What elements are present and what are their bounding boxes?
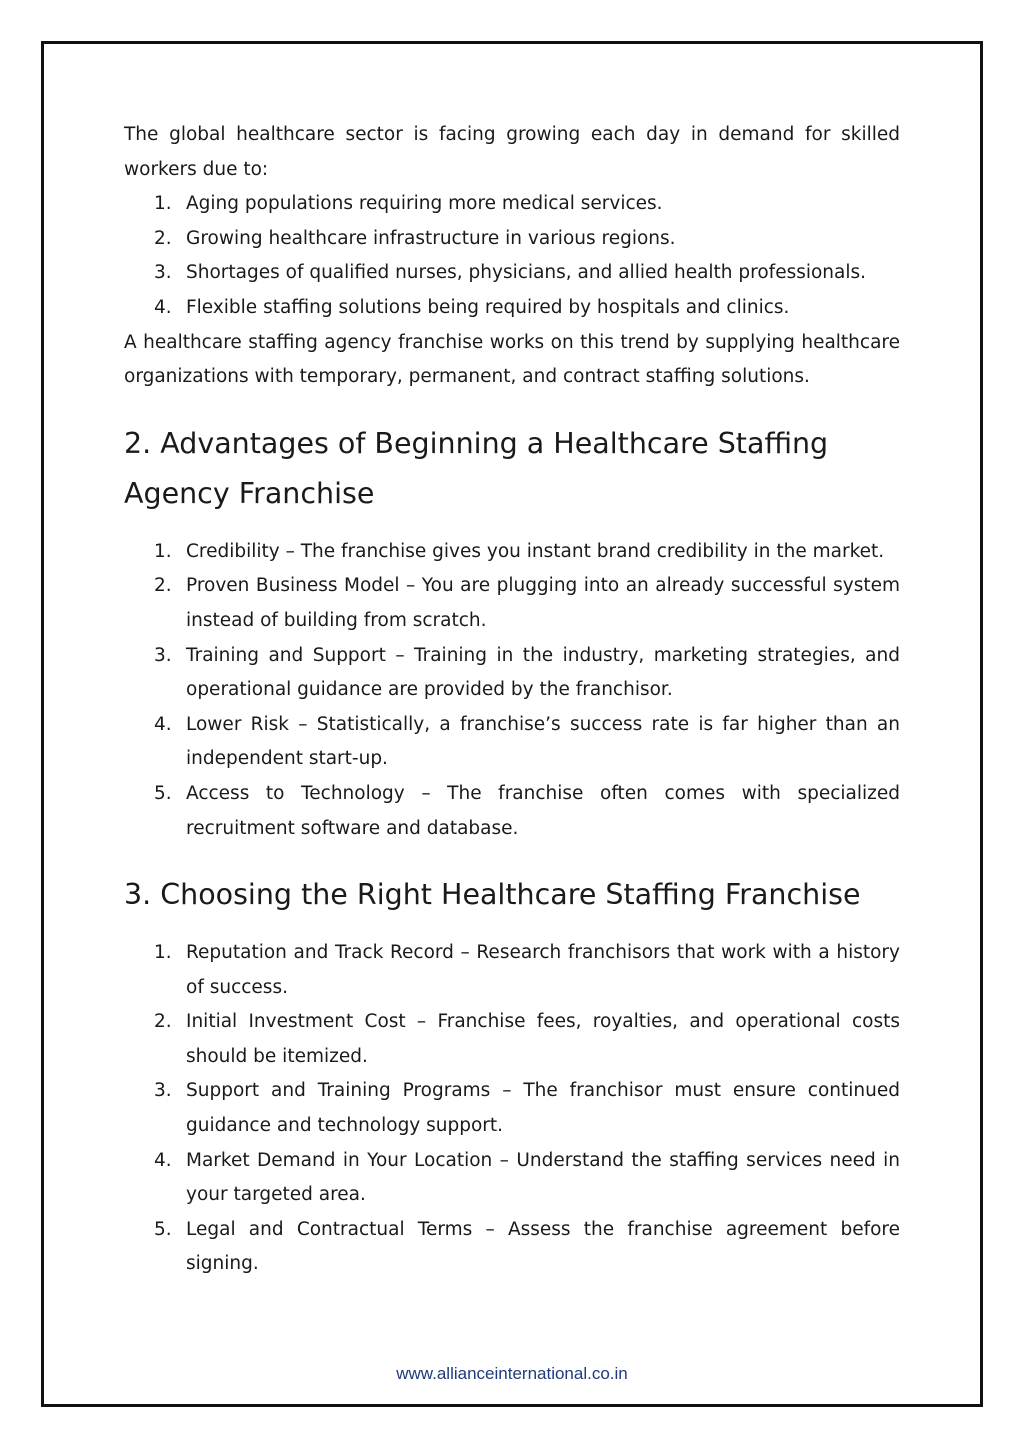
list-text: Legal and Contractual Terms – Assess the franchise agreement before signing.: [186, 1218, 900, 1275]
section-2-heading: 2. Advantages of Beginning a Healthcare Staffing Agency Franchise: [124, 426, 829, 510]
list-number: 3.: [154, 644, 172, 666]
choosing-list: [124, 936, 900, 1282]
list-item: [124, 256, 900, 291]
list-text: Credibility – The franchise gives you instant brand credibility in the market.: [186, 540, 885, 562]
list-number: 5.: [154, 782, 172, 804]
list-item: [124, 535, 900, 570]
list-number: 4.: [154, 713, 172, 735]
list-number: 4.: [154, 296, 172, 318]
list-text: Growing healthcare infrastructure in various regions.: [186, 227, 676, 249]
list-text: Aging populations requiring more medical services.: [186, 193, 663, 215]
list-text: Lower Risk – Statistically, a franchise’s success rate is far higher than an independent start-up.: [186, 713, 900, 770]
list-item: [124, 291, 900, 326]
list-number: 4.: [154, 1149, 172, 1171]
list-text: Flexible staffing solutions being required by hospitals and clinics.: [186, 296, 790, 318]
list-item: [124, 1213, 900, 1282]
list-text: Shortages of qualified nurses, physicians, and allied health professionals.: [186, 262, 867, 284]
list-number: 1.: [154, 193, 172, 215]
list-number: 3.: [154, 1080, 172, 1102]
list-item: [124, 187, 900, 222]
list-item: [124, 1005, 900, 1074]
list-item: [124, 1144, 900, 1213]
intro-paragraph-2: A healthcare staffing agency franchise works on this trend by supplying healthcare organizations with temporary, permanent, and contract staffing solutions.: [124, 331, 900, 388]
intro-list: [124, 187, 900, 325]
list-number: 5.: [154, 1218, 172, 1240]
list-item: [124, 569, 900, 638]
list-item: [124, 777, 900, 846]
list-text: Proven Business Model – You are plugging into an already successful system instead of building from scratch.: [186, 575, 900, 631]
page-content: [124, 118, 900, 1282]
list-text: Reputation and Track Record – Research franchisors that work with a history of success.: [186, 942, 900, 998]
advantages-list: [124, 535, 900, 846]
list-text: Support and Training Programs – The franchisor must ensure continued guidance and technology support.: [186, 1080, 900, 1137]
section-3-heading: 3. Choosing the Right Healthcare Staffing Franchise: [124, 878, 861, 912]
list-text: Initial Investment Cost – Franchise fees, royalties, and operational costs should be itemized.: [186, 1011, 900, 1067]
list-text: Access to Technology – The franchise often comes with specialized recruitment software and database.: [186, 782, 900, 839]
list-item: [124, 936, 900, 1005]
list-number: 1.: [154, 942, 172, 964]
list-item: [124, 222, 900, 257]
list-item: [124, 708, 900, 777]
list-item: [124, 639, 900, 708]
list-text: Training and Support – Training in the industry, marketing strategies, and operational guidance are provided by the franchisor.: [186, 644, 900, 701]
list-number: 2.: [154, 1011, 172, 1033]
list-item: [124, 1074, 900, 1143]
footer-website-link[interactable]: www.allianceinternational.co.in: [396, 1364, 628, 1383]
list-text: Market Demand in Your Location – Understand the staffing services need in your targeted area.: [186, 1149, 900, 1206]
list-number: 3.: [154, 262, 172, 284]
list-number: 2.: [154, 575, 172, 597]
list-number: 2.: [154, 227, 172, 249]
list-number: 1.: [154, 540, 172, 562]
intro-paragraph: The global healthcare sector is facing growing each day in demand for skilled workers due to:: [124, 124, 900, 180]
